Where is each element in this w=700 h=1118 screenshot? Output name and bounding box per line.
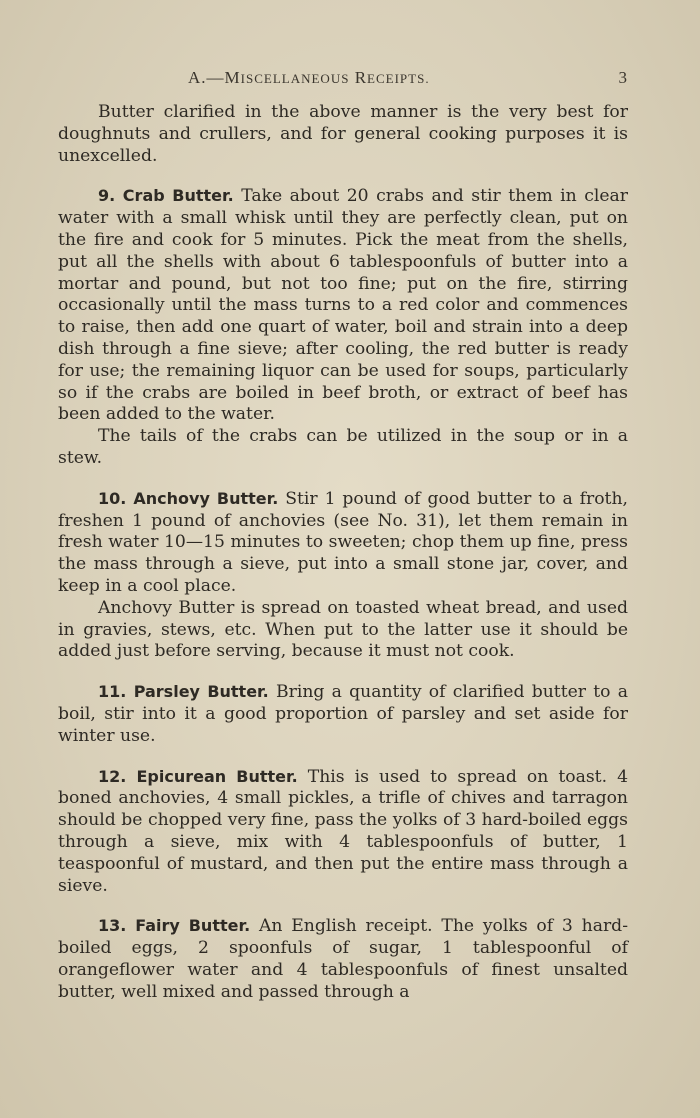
recipe-epicurean-butter: [58, 766, 628, 898]
anchovy-note-paragraph: Anchovy Butter is spread on toasted wheat bread, and used in gravies, stews, etc. When put to the latter use it should be added just before serving, because it must not cook.: [58, 597, 628, 662]
anchovy-text: Stir 1 pound of good butter to a froth, freshen 1 pound of anchovies (see No. 31), let them remain in fresh water 10—15 minutes to sweeten; chop them up fine, press the mass through a sieve, put into a small stone jar, cover, and keep in a cool place.: [58, 488, 628, 596]
crab-paragraph: [58, 185, 628, 426]
recipe-anchovy-butter: [58, 488, 628, 663]
recipe-crab-butter: [58, 185, 628, 469]
parsley-paragraph: [58, 681, 628, 747]
recipe-fairy-butter: [58, 915, 628, 1003]
intro-section: [58, 102, 628, 167]
parsley-text: Bring a quantity of clarified butter to a boil, stir into it a good proportion of parsley and set aside for winter use.: [58, 682, 628, 746]
book-page: [58, 64, 628, 1003]
crab-text: Take about 20 crabs and stir them in clear water with a small whisk until they are perfectly clean, put on the fire and cook for 5 minutes. Pick the meat from the shells, put all the shells with about 6 tablespoonfuls of butter into a mortar and pound, but not too fine; put on the fire, stirring occasionally until the mass turns to a red color and commences to raise, then add one quart of water, boil and strain into a deep dish through a fine sieve; after cooling, the red butter is ready for use; the remaining liquor can be used for soups, particularly so if the crabs are boiled in beef broth, or extract of beef has been added to the water.: [58, 186, 628, 425]
running-head: [58, 64, 628, 94]
running-head-title: [188, 68, 430, 88]
title-smallcaps-1: ISCELLANEOUS: [240, 71, 350, 86]
crab-heading: 9. Crab Butter.: [98, 186, 234, 206]
epicurean-heading: 12. Epicurean Butter.: [98, 766, 298, 786]
fairy-paragraph: [58, 915, 628, 1003]
anchovy-heading: 10. Anchovy Butter.: [98, 488, 279, 508]
title-mid: R: [349, 68, 368, 87]
title-smallcaps-2: ECEIPTS.: [367, 71, 430, 86]
recipe-parsley-butter: [58, 681, 628, 747]
parsley-heading: 11. Parsley Butter.: [98, 682, 269, 702]
epicurean-paragraph: [58, 766, 628, 898]
epicurean-text: This is used to spread on toast. 4 boned anchovies, 4 small pickles, a trifle of chives and tarragon should be chopped very fine, pass the yolks of 3 hard-boiled eggs through a sieve, mix with 4 tablespoonfuls of butter, 1 teaspoonful of mustard, and then put the entire mass through a sieve.: [58, 766, 629, 896]
fairy-heading: 13. Fairy Butter.: [98, 916, 251, 936]
fairy-text: An English receipt. The yolks of 3 hard-boiled eggs, 2 spoonfuls of sugar, 1 tablespoonful of orangeflower water and 4 tablespoonfuls of finest unsalted butter, well mixed and passed through a: [58, 916, 628, 1002]
page-number: 3: [618, 68, 628, 87]
anchovy-paragraph: [58, 488, 628, 598]
crab-tails-paragraph: The tails of the crabs can be utilized in the soup or in a stew.: [58, 426, 628, 468]
intro-paragraph: Butter clarified in the above manner is the very best for doughnuts and crullers, and for general cooking purposes it is unexcelled.: [58, 102, 628, 166]
title-prefix: A.—M: [188, 68, 241, 87]
